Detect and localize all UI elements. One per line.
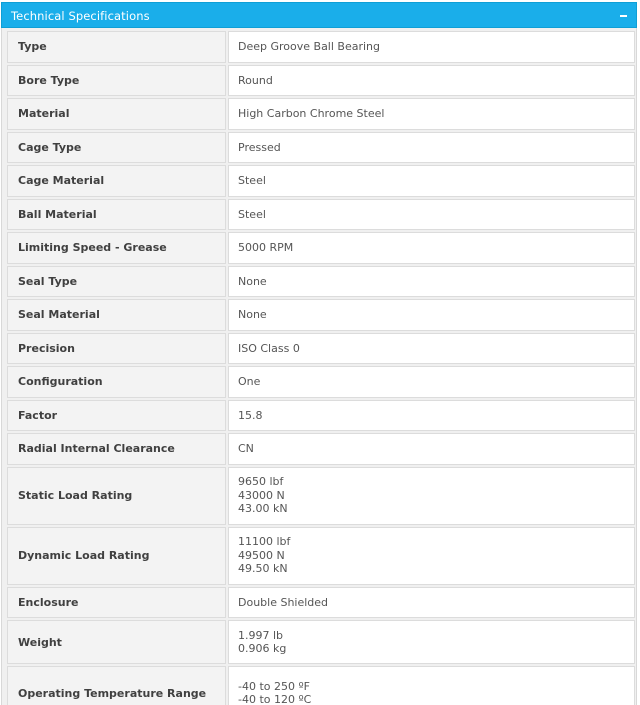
spec-label: Seal Material [7, 299, 226, 331]
spec-row [7, 232, 635, 266]
spec-label: Weight [7, 620, 226, 664]
spec-value-line: 43000 N [238, 488, 285, 502]
spec-label: Cage Material [7, 165, 226, 197]
spec-value [228, 366, 635, 398]
spec-label: Factor [7, 400, 226, 432]
spec-value-line: High Carbon Chrome Steel [238, 107, 385, 120]
spec-value [228, 467, 635, 525]
spec-label: Type [7, 31, 226, 63]
spec-value-line: ISO Class 0 [238, 341, 300, 355]
spec-label: Precision [7, 333, 226, 365]
spec-value-line: 49.50 kN [238, 562, 288, 576]
spec-value-line: None [238, 308, 267, 321]
spec-row [7, 199, 635, 233]
spec-value-line: 43.00 kN [238, 502, 288, 516]
spec-value [228, 587, 635, 619]
spec-row [7, 165, 635, 199]
spec-row [7, 587, 635, 621]
spec-label: Cage Type [7, 132, 226, 164]
spec-label: Material [7, 98, 226, 130]
spec-value-line: Steel [238, 207, 266, 221]
spec-value [228, 165, 635, 197]
spec-value-line: -40 to 250 ºF [238, 679, 311, 693]
spec-row [7, 65, 635, 99]
spec-value [228, 620, 635, 664]
spec-value-line: 49500 N [238, 548, 285, 562]
spec-row [7, 132, 635, 166]
spec-value-line: 15.8 [238, 408, 263, 422]
spec-value [228, 666, 635, 705]
spec-value [228, 31, 635, 63]
spec-row [7, 266, 635, 300]
spec-value-line: -40 to 120 ºC [238, 693, 312, 705]
spec-row [7, 299, 635, 333]
spec-value-line: Pressed [238, 140, 281, 154]
spec-label: Seal Type [7, 266, 226, 298]
spec-row [7, 467, 635, 527]
spec-value [228, 433, 635, 465]
spec-value [228, 333, 635, 365]
spec-value [228, 132, 635, 164]
spec-label: Static Load Rating [7, 467, 226, 525]
spec-value-line: Steel [238, 174, 266, 187]
spec-row [7, 433, 635, 467]
spec-value [228, 266, 635, 298]
spec-row [7, 98, 635, 132]
spec-value-line: 1.997 lb [238, 628, 284, 642]
spec-value-line: 11100 lbf [238, 535, 291, 549]
spec-value-line: 0.906 kg [238, 642, 287, 655]
spec-row [7, 31, 635, 65]
spec-label: Configuration [7, 366, 226, 398]
spec-label: Limiting Speed - Grease [7, 232, 226, 264]
spec-row [7, 527, 635, 587]
spec-value-line: Deep Groove Ball Bearing [238, 40, 381, 53]
spec-label: Operating Temperature Range [7, 666, 226, 705]
spec-value-line: None [238, 274, 267, 288]
spec-value-line: CN [238, 442, 254, 455]
spec-label: Dynamic Load Rating [7, 527, 226, 585]
spec-row [7, 366, 635, 400]
spec-value [228, 299, 635, 331]
spec-value-line: 9650 lbf [238, 475, 284, 489]
spec-value [228, 199, 635, 231]
spec-value-line: 5000 RPM [238, 241, 294, 254]
spec-value-line: One [238, 375, 261, 388]
spec-value [228, 232, 635, 264]
spec-row [7, 333, 635, 367]
spec-row [7, 620, 635, 666]
spec-label: Ball Material [7, 199, 226, 231]
specifications-table [1, 28, 637, 705]
spec-value [228, 65, 635, 97]
spec-value-line: Round [238, 73, 273, 87]
spec-label: Enclosure [7, 587, 226, 619]
panel-header[interactable] [1, 2, 637, 28]
spec-row [7, 400, 635, 434]
spec-value [228, 527, 635, 585]
spec-row [7, 666, 635, 705]
spec-value [228, 98, 635, 130]
spec-value [228, 400, 635, 432]
minus-icon[interactable] [620, 15, 627, 17]
spec-label: Radial Internal Clearance [7, 433, 226, 465]
spec-label: Bore Type [7, 65, 226, 97]
spec-value-line: Double Shielded [238, 595, 329, 609]
panel-title: Technical Specifications [11, 9, 150, 23]
